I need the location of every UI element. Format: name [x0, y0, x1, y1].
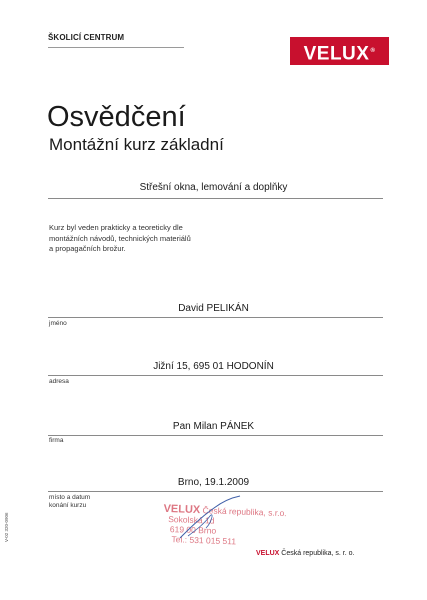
- place-and-date: Brno, 19.1.2009: [177, 477, 250, 488]
- description-line: montážních návodů, technických materiálů: [49, 233, 191, 243]
- address-label: adresa: [49, 378, 69, 385]
- company-divider: [48, 435, 383, 436]
- stamp-street: Sokolská 1d: [168, 514, 215, 526]
- logo-text: VELUX: [303, 43, 370, 65]
- participant-name: David PELIKÁN: [178, 303, 249, 314]
- stamp-city: 619 00 Brno: [169, 524, 217, 536]
- place-date-label-line: konání kurzu: [49, 502, 87, 509]
- header-divider: [48, 47, 184, 48]
- velux-logo: [290, 37, 389, 65]
- registered-mark: ®: [370, 48, 376, 54]
- place-date-label: [49, 494, 90, 510]
- document-code: V-02 320-0906: [4, 512, 9, 542]
- course-description: [49, 223, 269, 255]
- name-divider: [48, 317, 383, 318]
- participant-address: Jižní 15, 695 01 HODONÍN: [153, 361, 274, 372]
- certificate-subtitle: Montážní kurz základní: [49, 135, 224, 154]
- stamp-company: Česká republika, s.r.o.: [202, 505, 287, 519]
- footer-company-name: Česká republika, s. r. o.: [281, 550, 355, 557]
- name-label: jméno: [49, 320, 67, 327]
- training-center-label: ŠKOLICÍ CENTRUM: [48, 33, 125, 42]
- company-label: firma: [49, 437, 64, 444]
- footer-brand: VELUX: [256, 550, 280, 557]
- description-line: a propagačních brožur.: [49, 244, 126, 253]
- course-topic: Střešní okna, lemování a doplňky: [139, 182, 288, 193]
- date-divider: [48, 491, 383, 492]
- description-line: Kurz byl veden prakticky a teoreticky dle: [49, 223, 183, 232]
- certificate-title: Osvědčení: [47, 101, 186, 133]
- participant-company: Pan Milan PÁNEK: [172, 421, 255, 432]
- stamp-brand: VELUX: [163, 502, 201, 517]
- topic-divider: [48, 198, 383, 199]
- stamp-phone: Tel.: 531 015 511: [171, 534, 237, 547]
- footer-company: [256, 550, 354, 557]
- signature: [176, 494, 246, 542]
- place-date-label-line: místo a datum: [49, 494, 91, 501]
- address-divider: [48, 375, 383, 376]
